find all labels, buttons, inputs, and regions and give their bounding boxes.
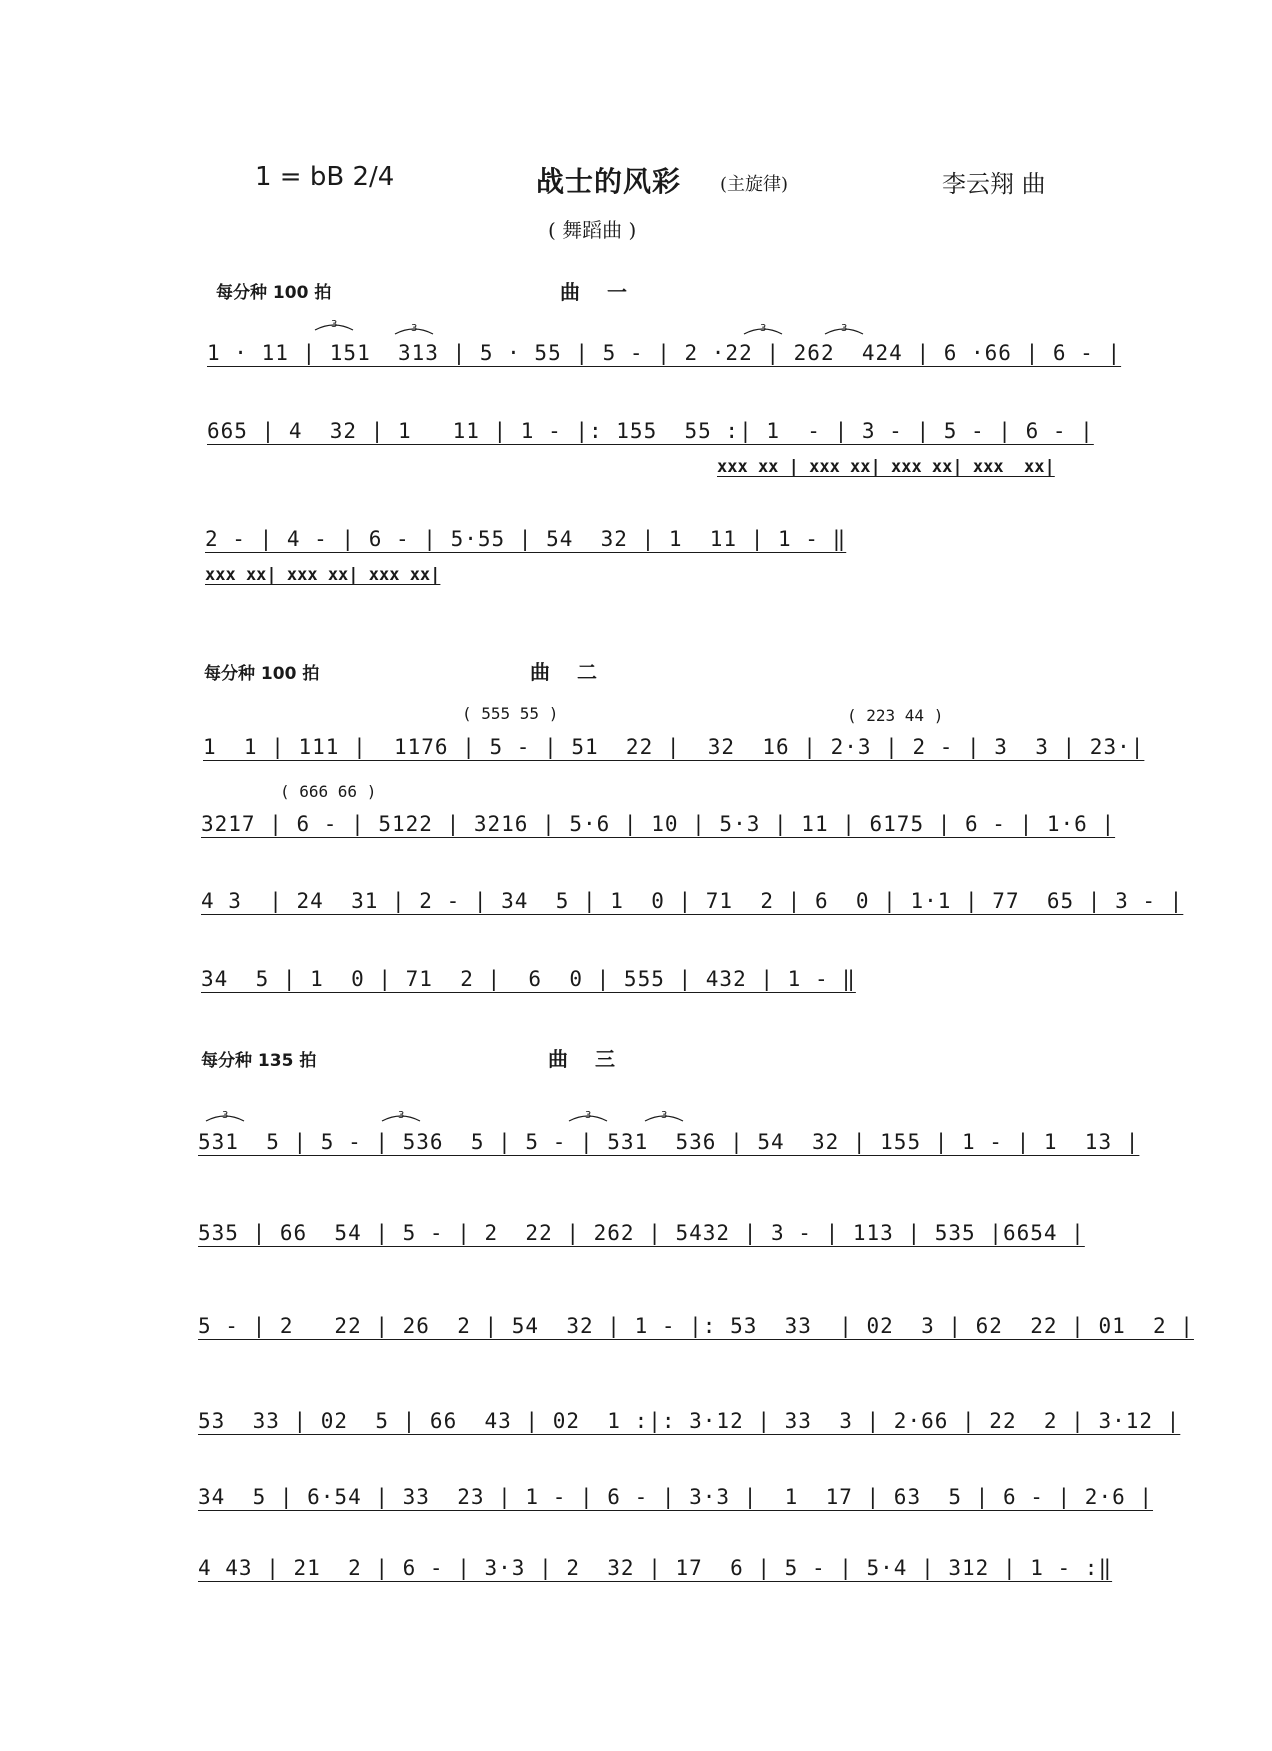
notation-row: 4 43 | 21 2 | 6 - | 3·3 | 2 32 | 17 6 | 5 - | 5·4 | 312 | 1 - :‖ bbox=[198, 1556, 1113, 1580]
svg-text:3: 3 bbox=[222, 1110, 229, 1121]
page-title: 战士的风彩 bbox=[536, 165, 682, 198]
tempo-marking: 每分种 100 拍 bbox=[216, 283, 332, 303]
notation-row: 3217 | 6 - | 5122 | 3216 | 5·6 | 10 | 5·3 | 11 | 6175 | 6 - | 1·6 | bbox=[201, 812, 1116, 836]
section-title: 曲 一 bbox=[560, 280, 637, 304]
section-title: 曲 三 bbox=[548, 1047, 625, 1071]
notation-row: 531 5 | 5 - | 536 5 | 5 - | 531 536 | 54 32 | 155 | 1 - | 1 13 | bbox=[198, 1130, 1140, 1154]
triplet-mark bbox=[380, 1109, 422, 1123]
tempo-marking: 每分种 135 拍 bbox=[201, 1051, 317, 1071]
triplet-mark bbox=[567, 1109, 609, 1123]
genre-label: ( 舞蹈曲 ) bbox=[548, 218, 637, 242]
notation-row: 665 | 4 32 | 1 11 | 1 - |: 155 55 :| 1 - | 3 - | 5 - | 6 - | bbox=[207, 419, 1094, 443]
alternate-passage: ( 223 44 ) bbox=[847, 706, 944, 725]
percussion-row: xxx xx| xxx xx| xxx xx| bbox=[205, 565, 441, 585]
notation-row: 34 5 | 6·54 | 33 23 | 1 - | 6 - | 3·3 | 1 17 | 63 5 | 6 - | 2·6 | bbox=[198, 1485, 1154, 1509]
title-note: (主旋律) bbox=[720, 174, 789, 195]
svg-text:3: 3 bbox=[841, 323, 848, 334]
notation-row: 53 33 | 02 5 | 66 43 | 02 1 :|: 3·12 | 33 3 | 2·66 | 22 2 | 3·12 | bbox=[198, 1409, 1181, 1433]
alternate-passage: ( 666 66 ) bbox=[280, 782, 377, 801]
triplet-mark bbox=[204, 1109, 246, 1123]
notation-row: 1 · 11 | 151 313 | 5 · 55 | 5 - | 2 ·22 | 262 424 | 6 ·66 | 6 - | bbox=[207, 341, 1122, 365]
svg-text:3: 3 bbox=[411, 323, 418, 334]
tempo-marking: 每分种 100 拍 bbox=[204, 664, 320, 684]
triplet-mark bbox=[643, 1109, 685, 1123]
svg-text:3: 3 bbox=[398, 1110, 405, 1121]
notation-row: 535 | 66 54 | 5 - | 2 22 | 262 | 5432 | 3 - | 113 | 535 |6654 | bbox=[198, 1221, 1085, 1245]
triplet-mark bbox=[742, 322, 784, 336]
composer: 李云翔 曲 bbox=[942, 170, 1046, 198]
notation-row: 34 5 | 1 0 | 71 2 | 6 0 | 555 | 432 | 1 - ‖ bbox=[201, 967, 856, 991]
svg-text:3: 3 bbox=[585, 1110, 592, 1121]
percussion-row: xxx xx | xxx xx| xxx xx| xxx xx| bbox=[717, 457, 1055, 477]
notation-row: 1 1 | 111 | 1176 | 5 - | 51 22 | 32 16 | 2·3 | 2 - | 3 3 | 23·| bbox=[203, 735, 1145, 759]
notation-row: 5 - | 2 22 | 26 2 | 54 32 | 1 - |: 53 33 | 02 3 | 62 22 | 01 2 | bbox=[198, 1314, 1194, 1338]
section-title: 曲 二 bbox=[530, 660, 607, 684]
svg-text:3: 3 bbox=[661, 1110, 668, 1121]
triplet-mark bbox=[823, 322, 865, 336]
notation-row: 2 - | 4 - | 6 - | 5·55 | 54 32 | 1 11 | 1 - ‖ bbox=[205, 527, 847, 551]
svg-text:3: 3 bbox=[760, 323, 767, 334]
alternate-passage: ( 555 55 ) bbox=[462, 704, 559, 723]
key-signature: 1 = bB 2/4 bbox=[255, 162, 395, 192]
notation-row: 4 3 | 24 31 | 2 - | 34 5 | 1 0 | 71 2 | 6 0 | 1·1 | 77 65 | 3 - | bbox=[201, 889, 1184, 913]
triplet-mark bbox=[313, 318, 355, 332]
triplet-mark bbox=[393, 322, 435, 336]
svg-text:3: 3 bbox=[331, 319, 338, 330]
